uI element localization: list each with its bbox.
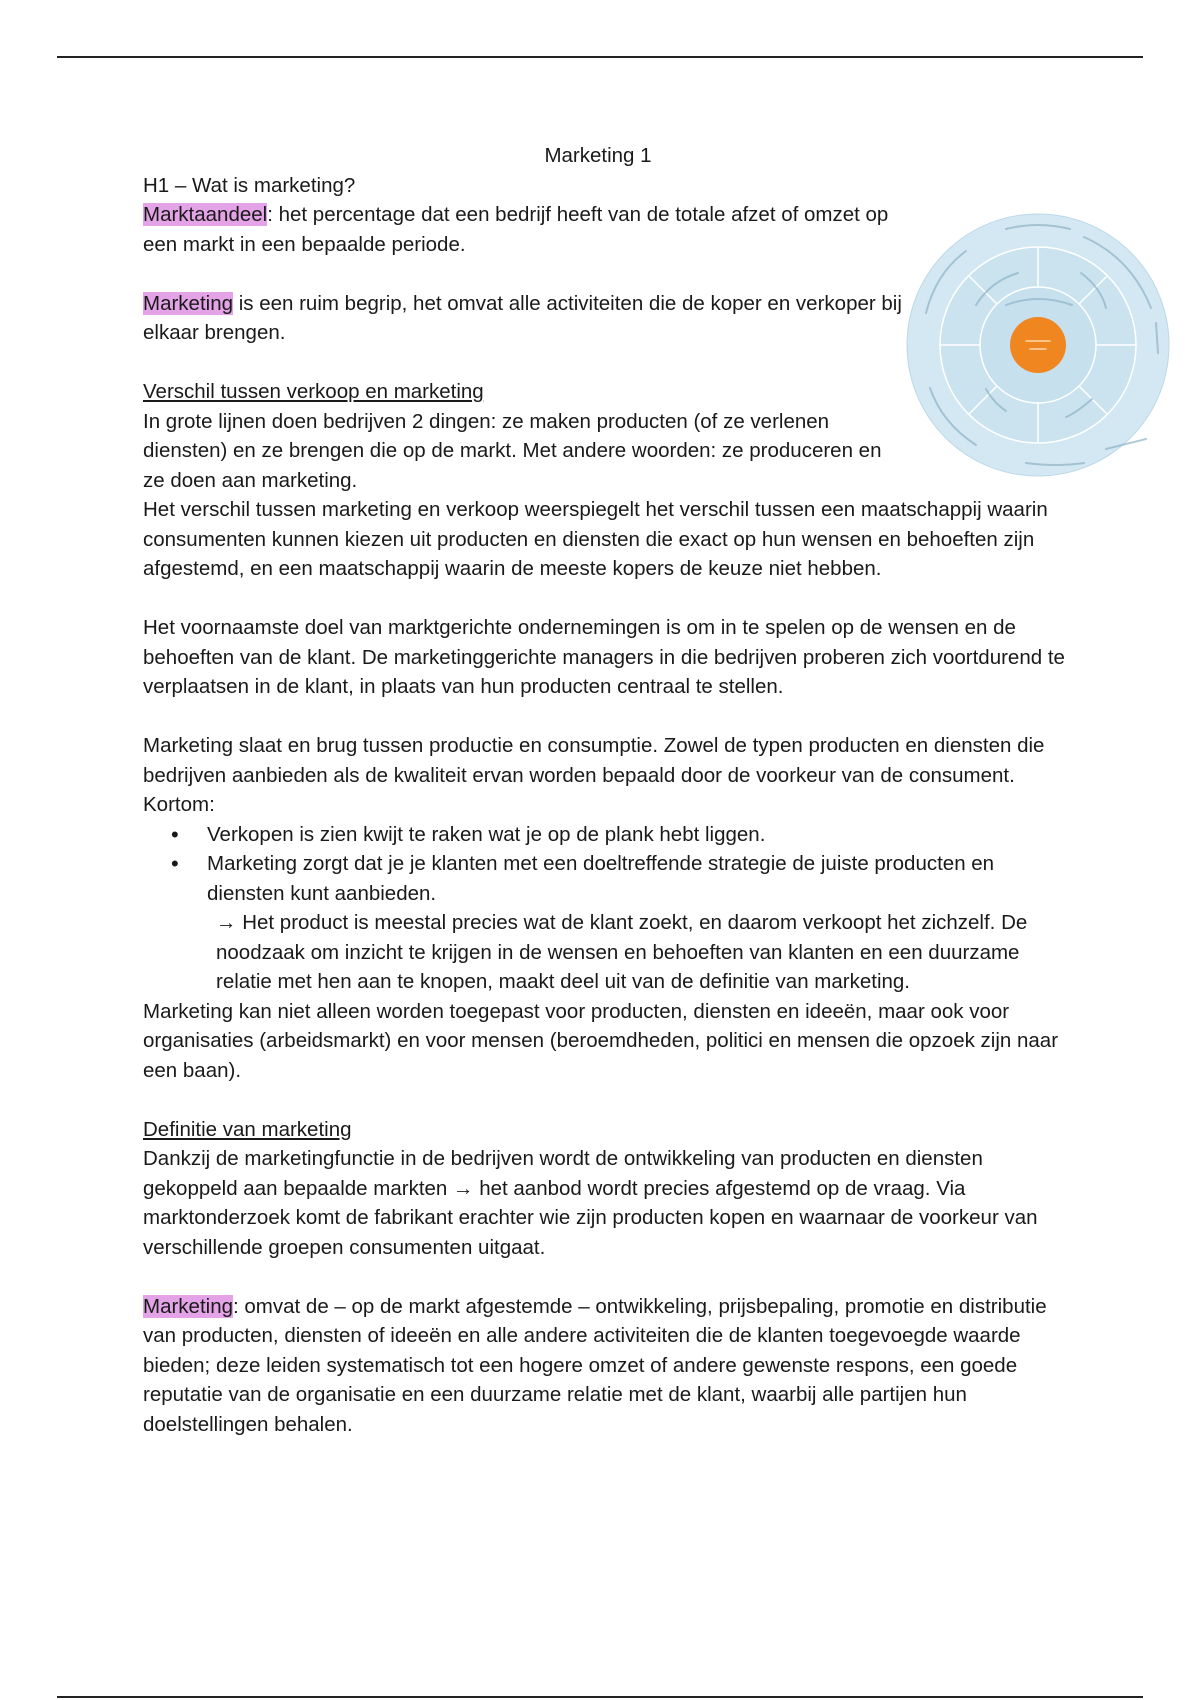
paragraph-text: In grote lijnen doen bedrijven 2 dingen: ze maken producten (of ze verlenen diensten) en ze brengen die op de markt. Met andere woorden: ze produceren en ze doen aan marketing. [143,409,882,492]
page-title: Marketing 1 [544,144,652,167]
paragraph-text: Marketing kan niet alleen worden toegepast voor producten, diensten en ideeën, maar ook voor organisaties (arbeidsmarkt) en voor mensen (beroemdheden, politici en mensen die opzoek zijn naar een baan). [143,999,1059,1082]
paragraph-text: Het verschil tussen marketing en verkoop weerspiegelt het verschil tussen een maatschappij waarin consumenten kunnen kiezen uit producten en diensten die exact op hun wensen en behoeften zijn afgestemd, en een maatschappij waarin de meeste kopers de keuze niet hebben. [143,498,1048,580]
paragraph-marketing-ruim [143,289,903,348]
list-item: • Marketing zorgt dat je je klanten met een doeltreffende strategie de juiste producten en diensten kunt aanbieden. [207,849,1073,908]
section-heading-definitie: Definitie van marketing [143,1117,352,1141]
paragraph-text: Marketing slaat en brug tussen productie en consumptie. Zowel de typen producten en diensten die bedrijven aanbieden als de kwaliteit ervan worden bepaald door de voorkeur van de consument. Kortom: [143,734,1045,816]
paragraph-marktaandeel [143,200,903,259]
footer-rule [57,1696,1143,1698]
chapter-heading: H1 – Wat is marketing? [143,173,356,197]
section-heading-verschil: Verschil tussen verkoop en marketing [143,380,484,403]
paragraph-definition [143,1292,1073,1440]
highlighted-term: Marketing [143,1294,234,1318]
highlighted-term: Marketing [143,291,234,315]
marketing-model-diagram [906,213,1171,478]
paragraph-text: Dankzij de marketingfunctie in de bedrijven wordt de ontwikkeling van producten en diensten gekoppeld aan bepaalde markten → het aanbod wordt precies afgestemd op de vraag. Via marktonderzoek komt de fabrikant erachter wie zijn producten kopen en waarnaar de voorkeur van verschillende groepen consumenten uitgaat. [143,1147,1038,1259]
list-item: • Verkopen is zien kwijt te raken wat je op de plank hebt liggen. [207,820,1073,850]
highlighted-term: Marktaandeel [143,203,268,226]
diagram-graphic [906,213,1171,478]
paragraph-text: Het voornaamste doel van marktgerichte ondernemingen is om in te spelen op de wensen en de behoeften van de klant. De marketinggerichte managers in die bedrijven proberen zich voortdurend te verplaatsen in de klant, in plaats van hun producten centraal te stellen. [143,616,1065,698]
paragraph-text: is een ruim begrip, het omvat alle activiteiten die de koper en verkoper bij elkaar brengen. [143,291,902,344]
bullet-list [143,820,1073,909]
header-rule [57,56,1143,58]
paragraph-text: : omvat de – op de markt afgestemde – ontwikkeling, prijsbepaling, promotie en distributie van producten, diensten of ideeën en alle andere activiteiten die de klanten toegevoegde waarde bieden; deze leiden systematisch tot een hogere omzet of andere gewenste respons, een goede reputatie van de organisatie en een duurzame relatie met de klant, waarbij alle partijen hun doelstellingen behalen. [143,1294,1047,1436]
arrow-note: → Het product is meestal precies wat de klant zoekt, en daarom verkoopt het zichzelf. De noodzaak om inzicht te krijgen in de wensen en behoeften van klanten en een duurzame relatie met hen aan te knopen, maakt deel uit van de definitie van marketing. [216,911,1028,993]
paragraph-text: : het percentage dat een bedrijf heeft van de totale afzet of omzet op een markt in een bepaalde periode. [143,203,889,256]
